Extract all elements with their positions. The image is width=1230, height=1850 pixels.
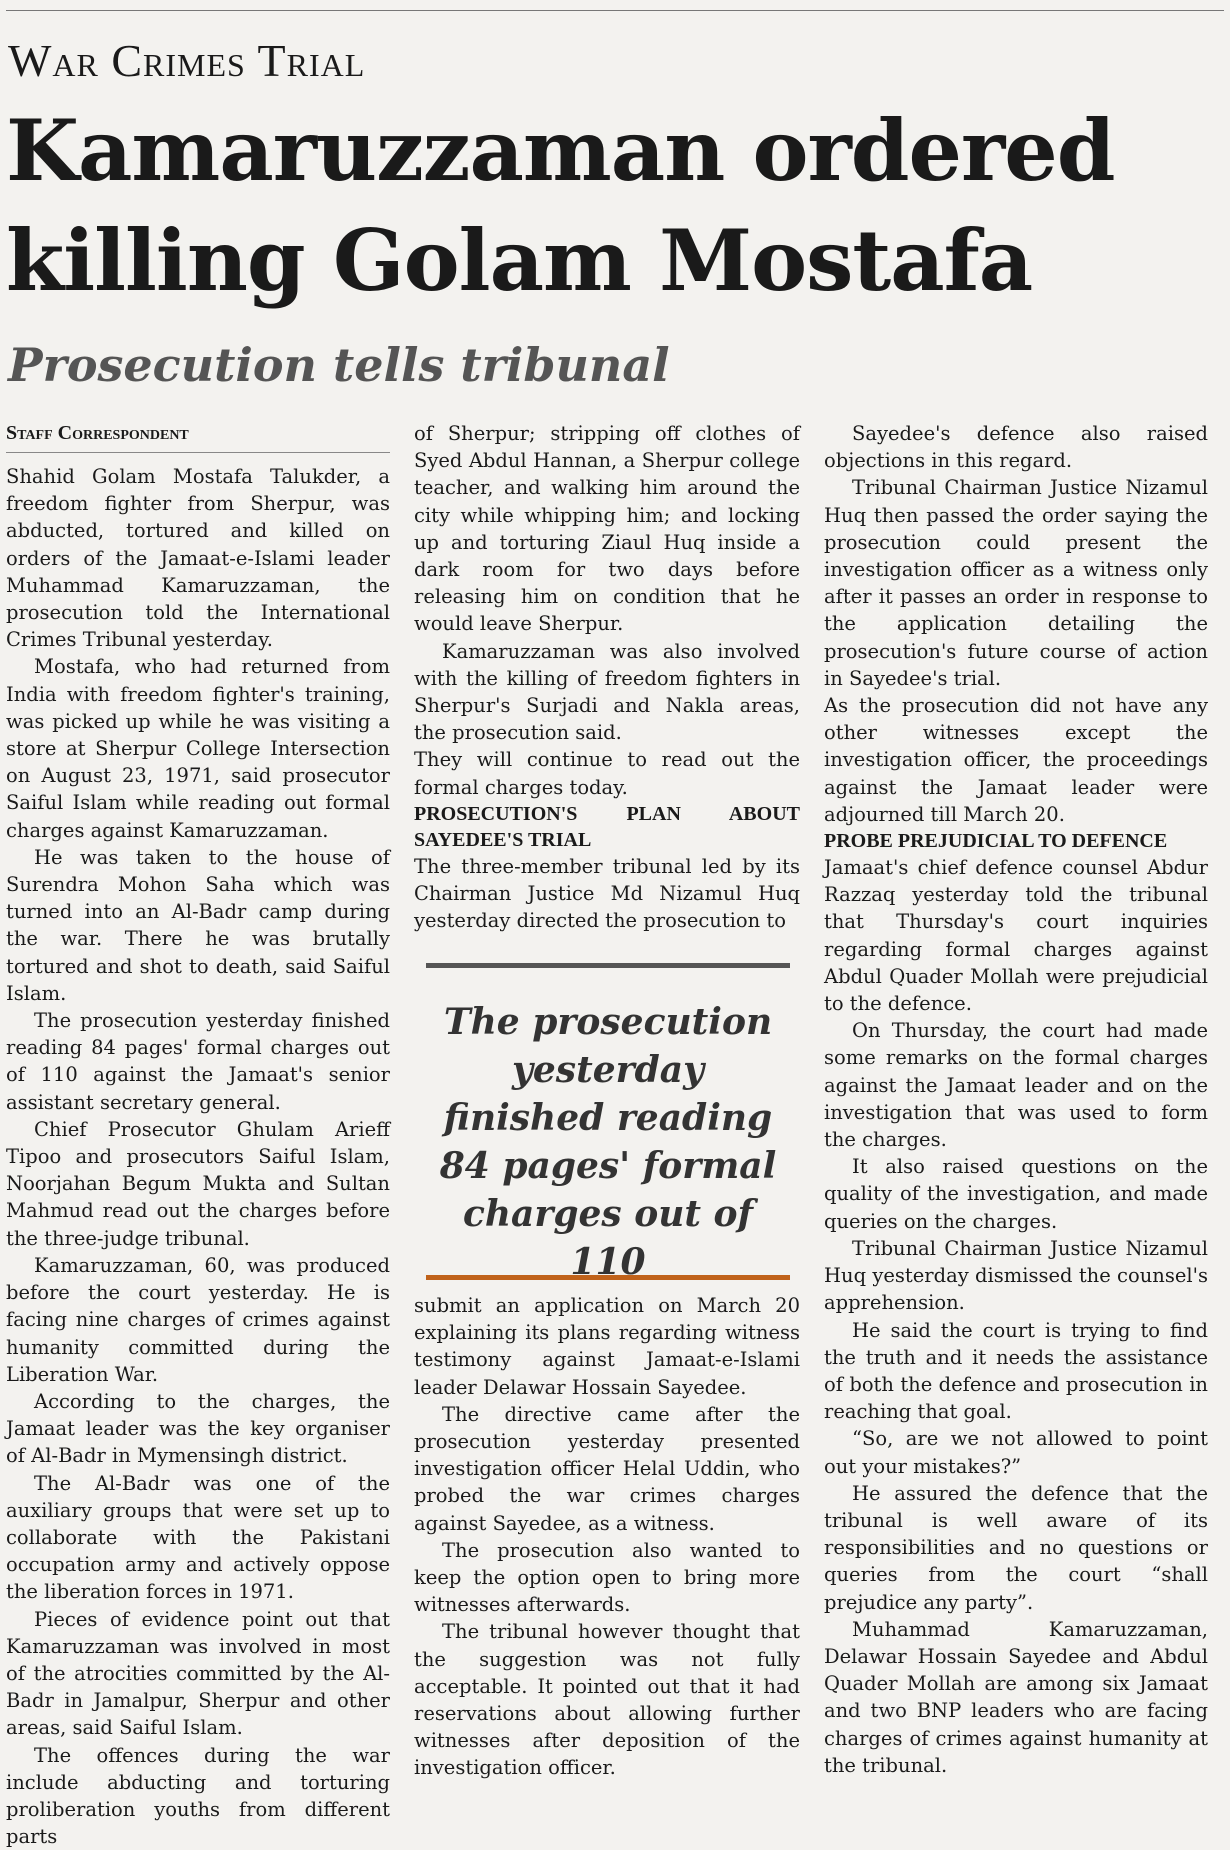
paragraph: It also raised questions on the quality of the investigation, and made queries on the charges. — [824, 1155, 1208, 1233]
pull-quote-text: The prosecution yesterday finished reading 84 pages' formal charges out of 110 — [439, 1001, 777, 1283]
top-rule — [6, 10, 1224, 11]
section-subhead: PROSECUTION'S PLAN ABOUT SAYEDEE'S TRIAL — [414, 802, 800, 851]
paragraph: Tribunal Chairman Justice Nizamul Huq yesterday dismissed the counsel's apprehension. — [824, 1236, 1208, 1315]
paragraph: Pieces of evidence point out that Kamaruzzaman was involved in most of the atrocities committed by the Al-Badr in Jamalpur, Sherpur and other areas, said Saiful Islam. — [6, 1607, 390, 1740]
byline: Staff Correspondent — [6, 420, 390, 453]
paragraph: He was taken to the house of Surendra Mohon Saha which was turned into an Al-Badr camp during the war. There he was brutally tortured and shot to death, said Saiful Islam. — [6, 845, 390, 1005]
paragraph: Chief Prosecutor Ghulam Arieff Tipoo and prosecutors Saiful Islam, Noorjahan Begum Mukta and Sultan Mahmud read out the charges before the three-judge tribunal. — [6, 1117, 390, 1250]
paragraph: Tribunal Chairman Justice Nizamul Huq then passed the order saying the prosecution could present the investigation officer as a witness only after it passes an order in response to the application detailing the prosecution's future course of action in Sayedee's trial. — [824, 476, 1208, 690]
paragraph: Kamaruzzaman was also involved with the killing of freedom fighters in Sherpur's Surjadi and Nakla areas, the prosecution said. — [414, 639, 800, 745]
paragraph: Jamaat's chief defence counsel Abdur Razzaq yesterday told the tribunal that Thursday's court inquiries regarding formal charges against Abdul Quader Mollah were prejudicial to the defence. — [824, 856, 1208, 1016]
paragraph: The tribunal however thought that the suggestion was not fully acceptable. It pointed out that it had reservations about allowing further witnesses after deposition of the investigation officer. — [414, 1620, 800, 1780]
paragraph: The prosecution also wanted to keep the option open to bring more witnesses afterwards. — [414, 1538, 800, 1617]
pull-quote — [426, 963, 790, 1283]
paragraph: He said the court is trying to find the truth and it needs the assistance of both the defence and prosecution in reaching that goal. — [824, 1318, 1208, 1424]
paragraph: submit an application on March 20 explaining its plans regarding witness testimony against Jamaat-e-Islami leader Delawar Hossain Sayedee. — [414, 1294, 800, 1399]
column-2-top — [414, 420, 800, 934]
paragraph: Kamaruzzaman, 60, was produced before the court yesterday. He is facing nine charges of crimes against humanity committed during the Liberation War. — [6, 1253, 390, 1386]
paragraph: “So, are we not allowed to point out your mistakes?” — [824, 1427, 1208, 1478]
paragraph: According to the charges, the Jamaat leader was the key organiser of Al-Badr in Mymensingh district. — [6, 1389, 390, 1468]
column-2-bottom — [414, 1292, 800, 1782]
paragraph: As the prosecution did not have any other witnesses except the investigation officer, the proceedings against the Jamaat leader were adjourned till March 20. — [824, 694, 1208, 826]
paragraph: The three-member tribunal led by its Chairman Justice Md Nizamul Huq yesterday directed the prosecution to — [414, 854, 800, 933]
paragraph: On Thursday, the court had made some remarks on the formal charges against the Jamaat leader and on the investigation that was used to form the charges. — [824, 1019, 1208, 1152]
paragraph: The prosecution yesterday finished reading 84 pages' formal charges out of 110 against the Jamaat's senior assistant secretary general. — [6, 1009, 390, 1114]
paragraph: Shahid Golam Mostafa Talukder, a freedom fighter from Sherpur, was abducted, tortured and killed on orders of the Jamaat-e-Islami leader Muhammad Kamaruzzaman, the prosecution told the International Crimes Tribunal yesterday. — [6, 465, 390, 652]
paragraph: The offences during the war include abducting and torturing proliberation youths from different parts — [6, 1743, 390, 1849]
article-subheadline: Prosecution tells tribunal — [8, 338, 670, 392]
paragraph: They will continue to read out the formal charges today. — [414, 748, 800, 799]
column-1 — [6, 420, 390, 1850]
paragraph: Mostafa, who had returned from India with freedom fighter's training, was picked up while he was visiting a store at Sherpur College Intersection on August 23, 1971, said prosecutor Saiful Islam while reading out formal charges against Kamaruzzaman. — [6, 655, 390, 842]
column-3 — [824, 420, 1208, 1779]
section-kicker: War Crimes Trial — [8, 35, 366, 86]
paragraph: Sayedee's defence also raised objections in this regard. — [824, 422, 1208, 473]
paragraph: The directive came after the prosecution yesterday presented investigation officer Helal Uddin, who probed the war crimes charges against Sayedee, as a witness. — [414, 1402, 800, 1535]
paragraph: He assured the defence that the tribunal is well aware of its responsibilities and no questions or queries from the court “shall prejudice any party”. — [824, 1481, 1208, 1614]
paragraph: of Sherpur; stripping off clothes of Syed Abdul Hannan, a Sherpur college teacher, and walking him around the city while whipping him; and locking up and torturing Ziaul Huq inside a dark room for two days before releasing him on condition that he would leave Sherpur. — [414, 422, 800, 636]
article-headline: Kamaruzzaman ordered killing Golam Mostafa — [6, 101, 1115, 310]
paragraph: Muhammad Kamaruzzaman, Delawar Hossain Sayedee and Abdul Quader Mollah are among six Jamaat and two BNP leaders who are facing charges of crimes against humanity at the tribunal. — [824, 1617, 1208, 1777]
paragraph: The Al-Badr was one of the auxiliary groups that were set up to collaborate with the Pakistani occupation army and actively oppose the liberation forces in 1971. — [6, 1471, 390, 1604]
section-subhead: PROBE PREJUDICIAL TO DEFENCE — [824, 830, 1168, 853]
